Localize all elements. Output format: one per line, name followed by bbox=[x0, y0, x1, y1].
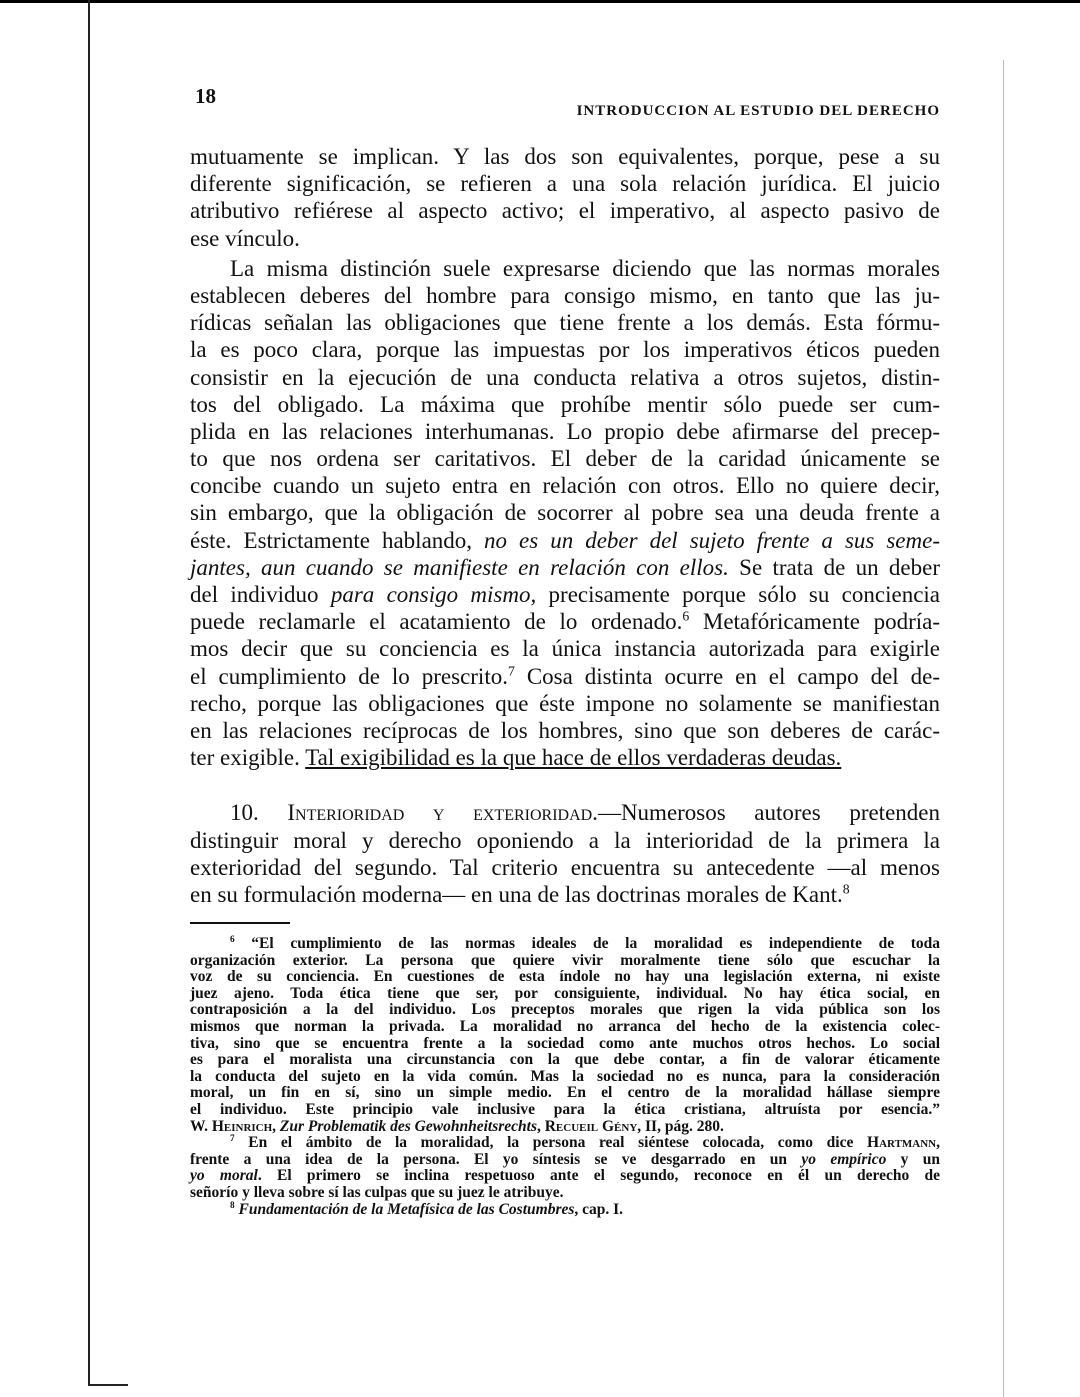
text-line bbox=[190, 170, 940, 197]
footnote-line bbox=[190, 1036, 940, 1053]
footnote-line bbox=[190, 986, 940, 1003]
text-line bbox=[190, 527, 940, 554]
footnote-7 bbox=[190, 1135, 940, 1201]
footnote-line bbox=[190, 969, 940, 986]
text-run: ter exigible. bbox=[190, 745, 306, 771]
text-run: sin embargo, que la obligación de socorrer al pobre sea una deuda frente a bbox=[190, 500, 940, 526]
footnote-ref: 7 bbox=[230, 1133, 235, 1144]
text-line bbox=[190, 255, 940, 282]
text-run: organización exterior. La persona que quiere vivir moralmente tiene sólo que escuchar la bbox=[190, 951, 940, 969]
text-line bbox=[190, 364, 940, 391]
text-run: puede reclamarle el acatamiento de lo ordenado. bbox=[190, 609, 683, 635]
footnote-line bbox=[190, 1019, 940, 1036]
italic-text: para consigo mismo, bbox=[330, 582, 537, 607]
text-run: Metafóricamente podría- bbox=[689, 609, 941, 635]
text-run: Cosa distinta ocurre en el campo del de- bbox=[514, 663, 940, 689]
footnote-line bbox=[190, 1069, 940, 1086]
text-line bbox=[190, 336, 940, 363]
text-line bbox=[190, 282, 940, 309]
text-line bbox=[190, 472, 940, 499]
italic-text: yo empírico bbox=[801, 1150, 887, 1168]
text-line bbox=[190, 635, 940, 662]
text-run: éste. Estrictamente hablando, bbox=[190, 527, 485, 553]
text-line bbox=[190, 143, 940, 170]
text-run: tiva, sino que se encuentra frente a la sociedad como ante muchos otros hechos. Lo social bbox=[190, 1034, 940, 1052]
text-run: rídicas señalan las obligaciones que tiene frente a los demás. Esta fórmu- bbox=[190, 310, 940, 336]
footnote-ref: 6 bbox=[230, 934, 235, 945]
text-line bbox=[190, 881, 940, 908]
text-run: juez ajeno. Toda ética tiene que ser, por consiguiente, individual. No hay ética social, en bbox=[190, 984, 940, 1002]
text-line bbox=[190, 827, 940, 854]
text-line bbox=[190, 499, 940, 526]
text-line bbox=[190, 799, 940, 826]
paragraph bbox=[190, 255, 940, 772]
text-line bbox=[190, 554, 940, 581]
text-run: la es poco clara, porque las impuestas por los imperativos éticos pueden bbox=[190, 337, 940, 363]
footnote-line bbox=[190, 1185, 940, 1202]
text-run: el individuo. Este principio vale inclusive para la ética cristiana, altruísta por esencia.” bbox=[190, 1100, 940, 1118]
text-run: señorío y lleva sobre sí las culpas que su juez le atribuye. bbox=[190, 1183, 564, 1201]
scan-bottom-edge bbox=[88, 1384, 128, 1386]
footnote-line bbox=[190, 1002, 940, 1019]
text-run: , cap. I. bbox=[574, 1200, 624, 1218]
text-line bbox=[190, 717, 940, 744]
text-run: , bbox=[536, 1117, 545, 1135]
text-run: concibe cuando un sujeto entra en relación con otros. Ello no quiere decir, bbox=[190, 473, 940, 499]
text-run: . El primero se inclina respetuoso ante el segundo, reconoce en él un derecho de bbox=[257, 1167, 941, 1185]
text-run: “El cumplimiento de las normas ideales de la moralidad es independiente de toda bbox=[234, 935, 940, 952]
text-run: En el ámbito de la moralidad, la persona real siéntese colocada, como dice bbox=[234, 1134, 868, 1152]
text-line bbox=[190, 197, 940, 224]
scan-top-border bbox=[0, 0, 1080, 3]
text-run: W. bbox=[190, 1117, 212, 1135]
italic-text: no es un deber del sujeto frente a sus seme- bbox=[484, 527, 940, 553]
italic-text: Fundamentación de la Metafísica de las Costumbres bbox=[238, 1200, 575, 1218]
text-run: precisamente porque sólo su conciencia bbox=[536, 582, 940, 607]
footnote-line bbox=[190, 1102, 940, 1119]
text-run: moral, un fin en sí, sino un simple medio. En el centro de la moralidad hállase siempre bbox=[190, 1084, 940, 1102]
text-run: es para el moralista una circunstancia con la que debe contar, a fin de valorar éticamente bbox=[190, 1051, 940, 1069]
text-run: , bbox=[936, 1134, 940, 1152]
footnotes bbox=[190, 936, 940, 1218]
text-line bbox=[190, 690, 940, 717]
footnote-line bbox=[190, 1085, 940, 1102]
footnote-8 bbox=[190, 1202, 940, 1219]
text-run: la conducta del sujeto en la vida común. Mas la sociedad no es nunca, para la consideración bbox=[190, 1067, 940, 1085]
text-run: del individuo bbox=[190, 582, 331, 607]
text-line bbox=[190, 581, 940, 608]
text-run: , II, pág. 280. bbox=[637, 1117, 724, 1135]
text-run: mutuamente se implican. Y las dos son equivalentes, porque, pese a su bbox=[190, 144, 940, 169]
footnote-6 bbox=[190, 936, 940, 1135]
running-head: INTRODUCCION AL ESTUDIO DEL DERECHO bbox=[576, 103, 940, 119]
footnote-line bbox=[190, 953, 940, 970]
italic-text: yo moral bbox=[190, 1167, 258, 1185]
text-run: establecen deberes del hombre para consigo mismo, en tanto que las ju- bbox=[190, 282, 940, 308]
small-caps-text: Interioridad y exterioridad. bbox=[287, 800, 598, 826]
text-run: ese vínculo. bbox=[190, 225, 300, 251]
text-line bbox=[190, 225, 940, 252]
small-caps-text: Heinrich bbox=[211, 1117, 273, 1135]
small-caps-text: Recueil Gény bbox=[544, 1117, 638, 1135]
text-run: Se trata de un deber bbox=[728, 554, 940, 580]
text-line bbox=[190, 445, 940, 472]
footnote-line bbox=[190, 1152, 940, 1169]
footnote-line bbox=[190, 1135, 940, 1152]
text-line bbox=[190, 608, 940, 635]
text-run: exterioridad del segundo. Tal criterio encuentra su antecedente —al menos bbox=[190, 854, 940, 880]
text-run: diferente significación, se refieren a una sola relación jurídica. El juicio bbox=[190, 171, 940, 197]
italic-text: Zur Problematik des Gewohnheitsrechts bbox=[279, 1117, 537, 1135]
text-run: mos decir que su conciencia es la única instancia autorizada para exigirle bbox=[190, 636, 940, 662]
paragraph bbox=[190, 143, 940, 252]
section-10-paragraph bbox=[190, 799, 940, 908]
text-line bbox=[190, 744, 940, 771]
footnote-line bbox=[190, 1052, 940, 1069]
text-run: plida en las relaciones interhumanas. Lo propio debe afirmarse del precep- bbox=[190, 418, 940, 444]
page-number: 18 bbox=[195, 84, 216, 108]
text-run: en su formulación moderna— en una de las doctrinas morales de Kant. bbox=[190, 881, 843, 907]
italic-text: jantes, aun cuando se manifieste en relación con ellos. bbox=[190, 554, 729, 580]
text-run: en las relaciones recíprocas de los hombres, sino que son deberes de carác- bbox=[190, 717, 940, 743]
text-run: contraposición a la del individuo. Los preceptos morales que rigen la vida pública son los bbox=[190, 1001, 940, 1019]
text-run: , bbox=[272, 1117, 280, 1135]
main-text bbox=[190, 143, 940, 908]
footnote-line bbox=[190, 1119, 940, 1136]
text-run: atributivo refiérese al aspecto activo; el imperativo, al aspecto pasivo de bbox=[190, 198, 940, 224]
text-run: —Numerosos autores pretenden bbox=[597, 800, 940, 826]
underlined-text: Tal exigibilidad es la que hace de ellos verdaderas deudas. bbox=[305, 745, 842, 771]
text-run: distinguir moral y derecho oponiendo a la interioridad de la primera la bbox=[190, 827, 940, 853]
text-run: tos del obligado. La máxima que prohíbe mentir sólo puede ser cum- bbox=[190, 391, 940, 417]
scan-right-edge bbox=[1003, 60, 1004, 1397]
text-run: mismos que norman la privada. La moralidad no arranca del hecho de la existencia colec- bbox=[190, 1017, 940, 1035]
text-run: La misma distinción suele expresarse diciendo que las normas morales bbox=[230, 255, 940, 281]
footnote-ref: 8 bbox=[230, 1200, 235, 1211]
text-line bbox=[190, 418, 940, 445]
text-line bbox=[190, 309, 940, 336]
footnote-line bbox=[190, 1168, 940, 1185]
text-run: el cumplimiento de lo prescrito. bbox=[190, 663, 508, 689]
text-line bbox=[190, 391, 940, 418]
footnote-line bbox=[190, 936, 940, 953]
scan-left-edge bbox=[88, 0, 90, 1385]
footnote-rule bbox=[190, 922, 290, 924]
text-run: to que nos ordena ser caritativos. El deber de la caridad únicamente se bbox=[190, 446, 940, 472]
footnote-ref: 6 bbox=[682, 608, 690, 624]
text-run: recho, porque las obligaciones que éste impone no solamente se manifiestan bbox=[190, 690, 940, 716]
text-run: y un bbox=[886, 1150, 940, 1168]
text-run: voz de su conciencia. En cuestiones de esta índole no hay una legislación externa, ni existe bbox=[190, 968, 940, 986]
footnote-line bbox=[190, 1202, 940, 1219]
small-caps-text: Hartmann bbox=[867, 1134, 937, 1152]
text-run: frente a una idea de la persona. El yo síntesis se ve desgarrado en un bbox=[190, 1150, 802, 1168]
footnote-ref: 8 bbox=[842, 881, 850, 897]
text-run: 10. bbox=[230, 800, 288, 826]
text-run: consistir en la ejecución de una conducta relativa a otros sujetos, distin- bbox=[190, 364, 940, 390]
text-line bbox=[190, 854, 940, 881]
text-line bbox=[190, 663, 940, 690]
footnote-ref: 7 bbox=[507, 662, 515, 678]
